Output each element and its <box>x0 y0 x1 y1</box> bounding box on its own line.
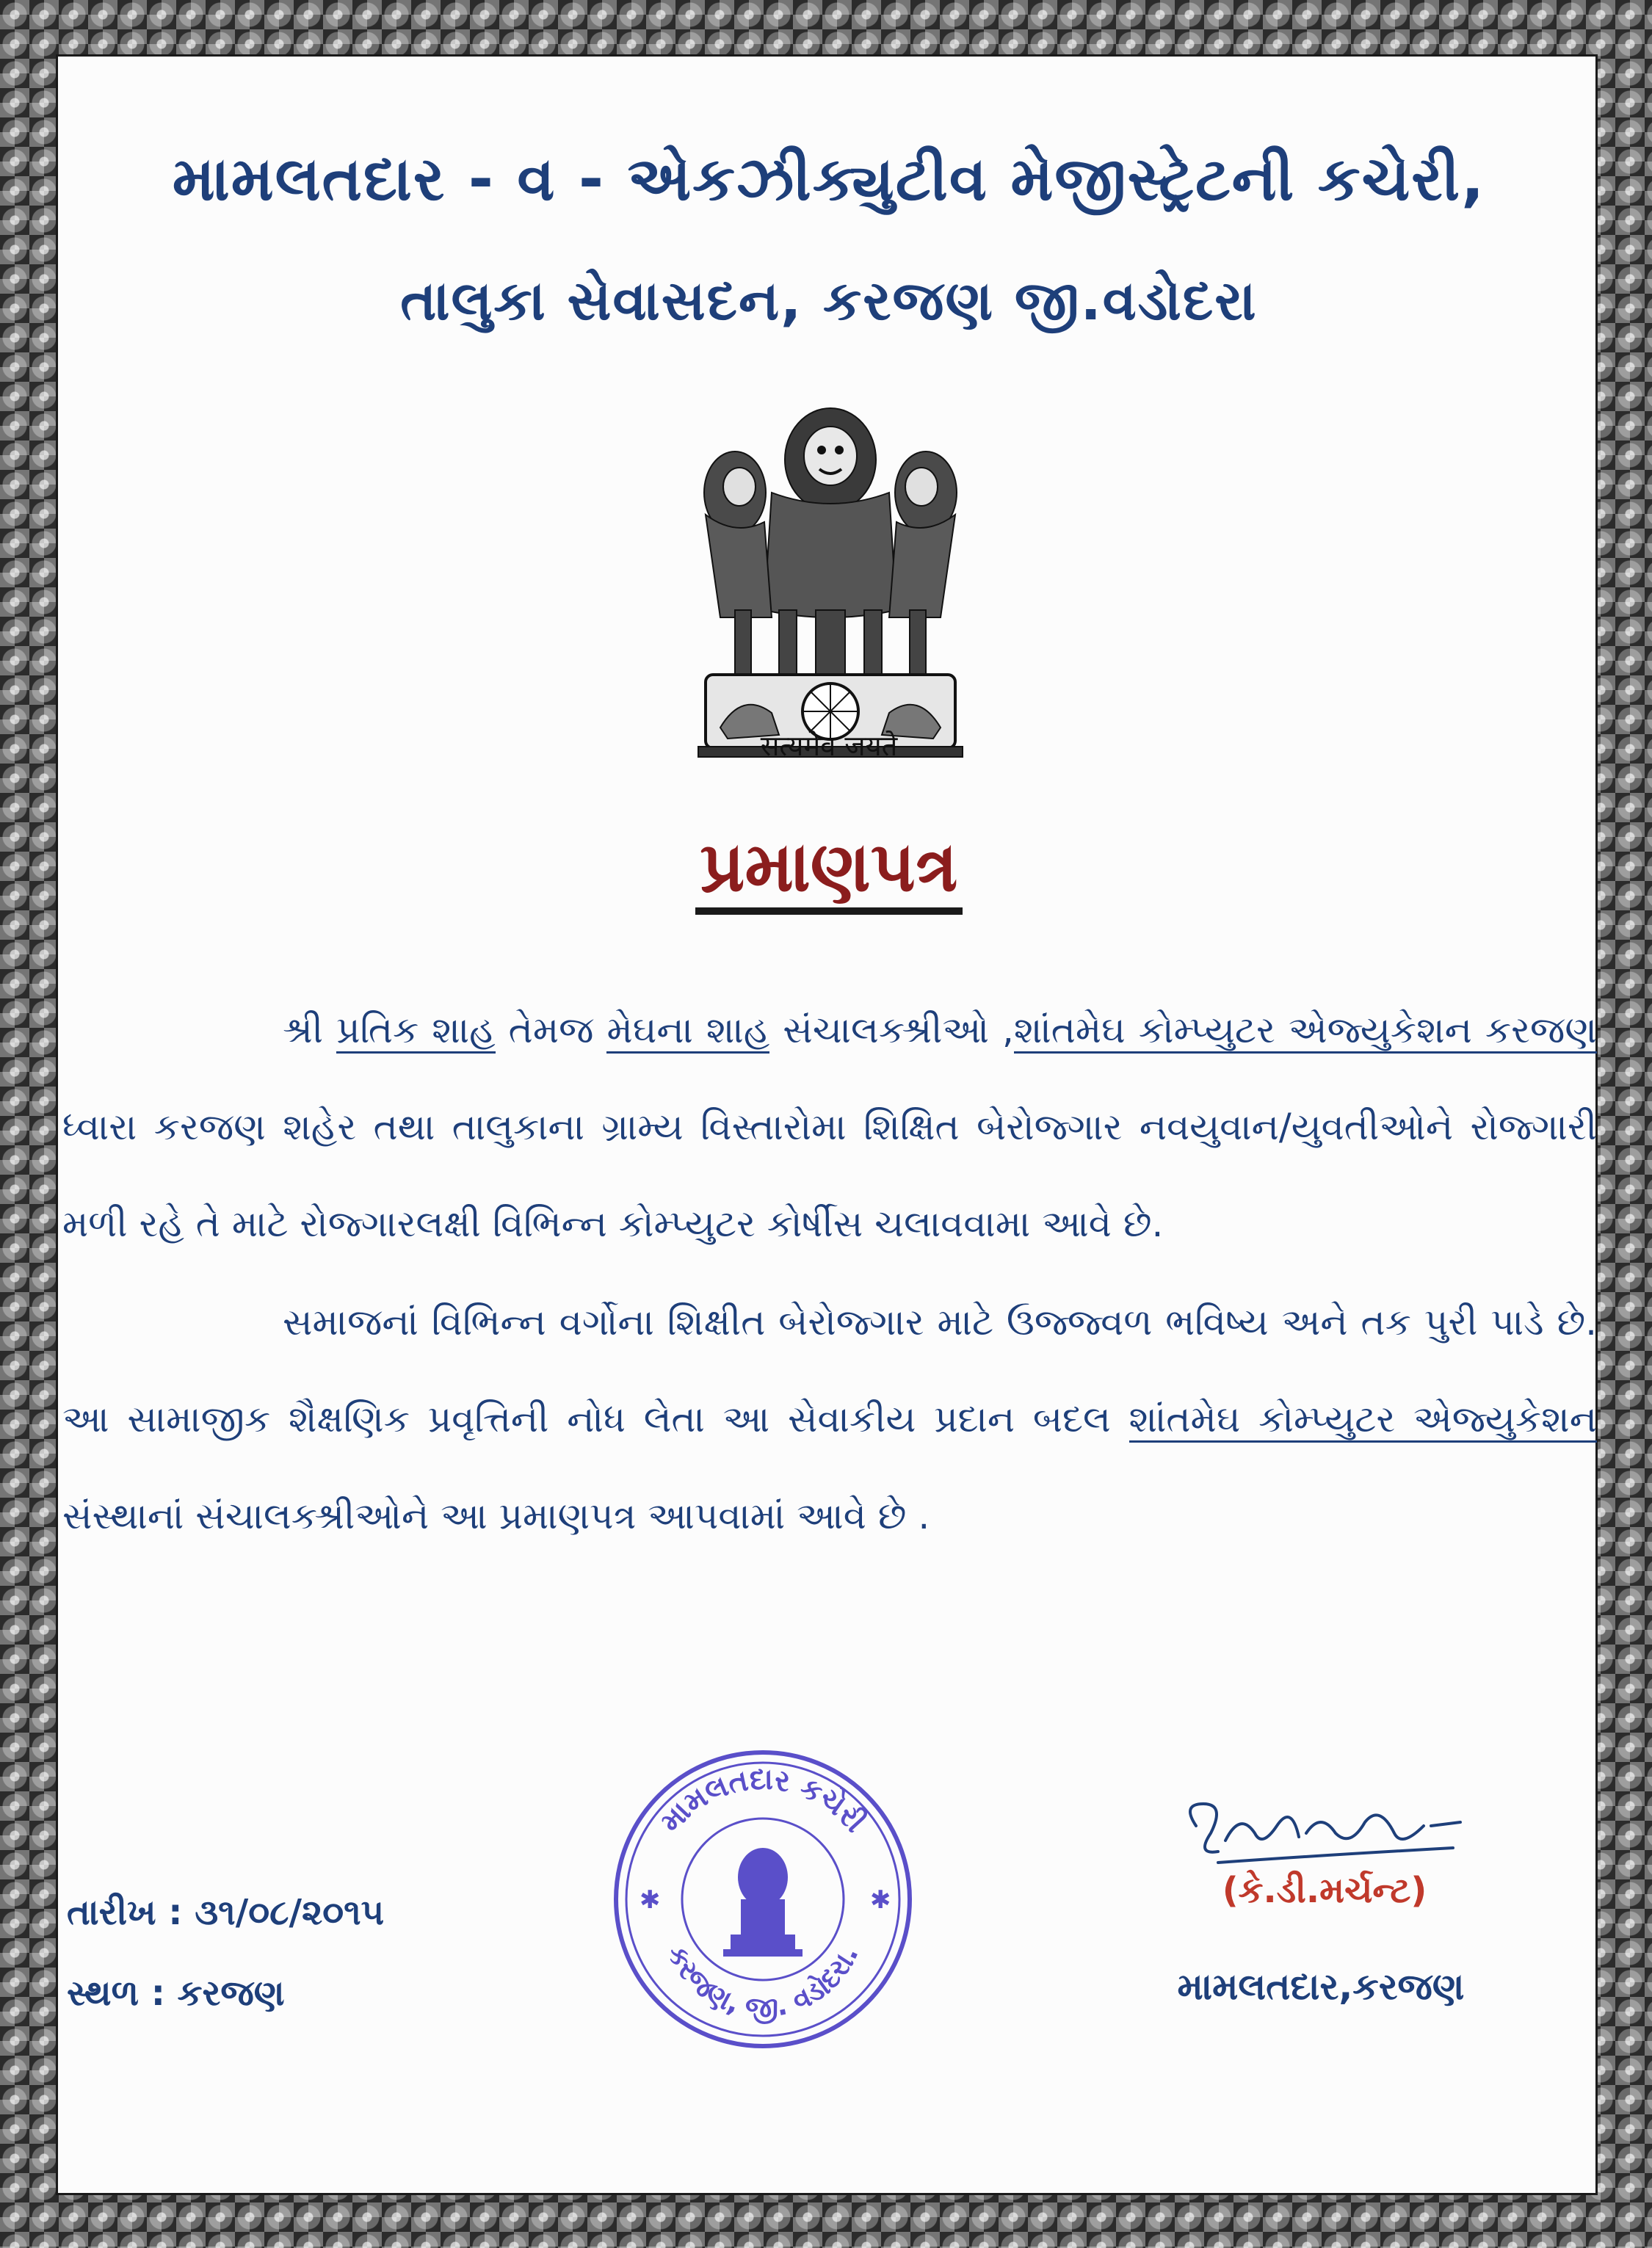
recipient-name-2: મેઘના શાહ <box>606 1009 769 1054</box>
seal-bottom-text: કરજણ, જી. વડોદરા. <box>661 1940 865 2024</box>
paragraph-1-text-b: ધ્વારા કરજણ શહેર તથા તાલુકાના ગ્રામ્ય વિસ્તારોમા શિક્ષિત બેરોજ્ગાર નવયુવાન/યુવતીઓને રોજ્ગારી મળી રહે તે માટે રોજ્ગારલક્ષી વિભિન્ન કોમ્પ્યુટર કોર્ષીસ ચલાવવામા આવે છે. <box>62 1106 1597 1245</box>
office-title: મામલતદાર - વ - એકઝીક્યુટીવ મેજીસ્ટ્રેટની કચેરી, <box>172 145 1486 214</box>
paragraph-2-text-b: સંસ્થાનાં સંચાલક્શ્રીઓને આ પ્રમાણપત્ર આપવામાં આવે છે . <box>62 1495 930 1537</box>
conjunction: તેમજ <box>508 1009 594 1051</box>
certificate-paper <box>56 54 1598 2195</box>
recipient-name-1: પ્રતિક શાહ <box>336 1009 496 1054</box>
emblem-motto: सत्यमेव जयते <box>760 730 898 762</box>
institute-name-1: શાંતમેઘ કોમ્પ્યુટર એજ્યુકેશન કરજણ <box>1014 1009 1597 1054</box>
honorific: શ્રી <box>283 1009 324 1051</box>
paragraph-1 <box>62 982 1597 1272</box>
paragraph-2-text-a: સમાજનાં વિભિન્ન વર્ગોના શિક્ષીત બેરોજ્ગાર માટે ઉજ્જ્વળ ભવિષ્ય અને તક પુરી પાડે છે. આ સામાજીક શૈક્ષણિક પ્રવૃત્તિની નોધ લેતા આ સેવાકીય પ્રદાન બદલ <box>62 1301 1597 1440</box>
signatory-title: મામલતદાર,કરજણ <box>1177 1965 1465 2008</box>
svg-text:✱: ✱ <box>640 1885 661 1915</box>
seal-top-text: મામલતદાર કચેરી <box>653 1762 872 1839</box>
national-emblem-icon <box>691 390 970 772</box>
certificate-body <box>62 982 1597 1564</box>
institute-name-2: શાંતમેઘ કોમ્પ્યુટર એજ્યુકેશન <box>1129 1398 1597 1443</box>
signatory-name: (કે.ડી.મર્ચન્ટ) <box>1222 1870 1427 1911</box>
certificate-heading-text: પ્રમાણપત્ર <box>695 827 962 915</box>
issue-place: સ્થળ : કરજણ <box>67 1973 285 2014</box>
issue-date: તારીખ : ૩૧/૦૮/૨૦૧૫ <box>67 1892 385 1933</box>
certificate-heading <box>58 827 1600 908</box>
paragraph-2 <box>62 1274 1597 1564</box>
paragraph-1-text-a: સંચાલક્શ્રીઓ , <box>783 1009 1014 1051</box>
svg-text:✱: ✱ <box>870 1885 891 1915</box>
office-seal-icon <box>601 1738 924 2061</box>
office-address: તાલુકા સેવાસદન, કરજણ જી.વડોદરા <box>400 269 1258 333</box>
